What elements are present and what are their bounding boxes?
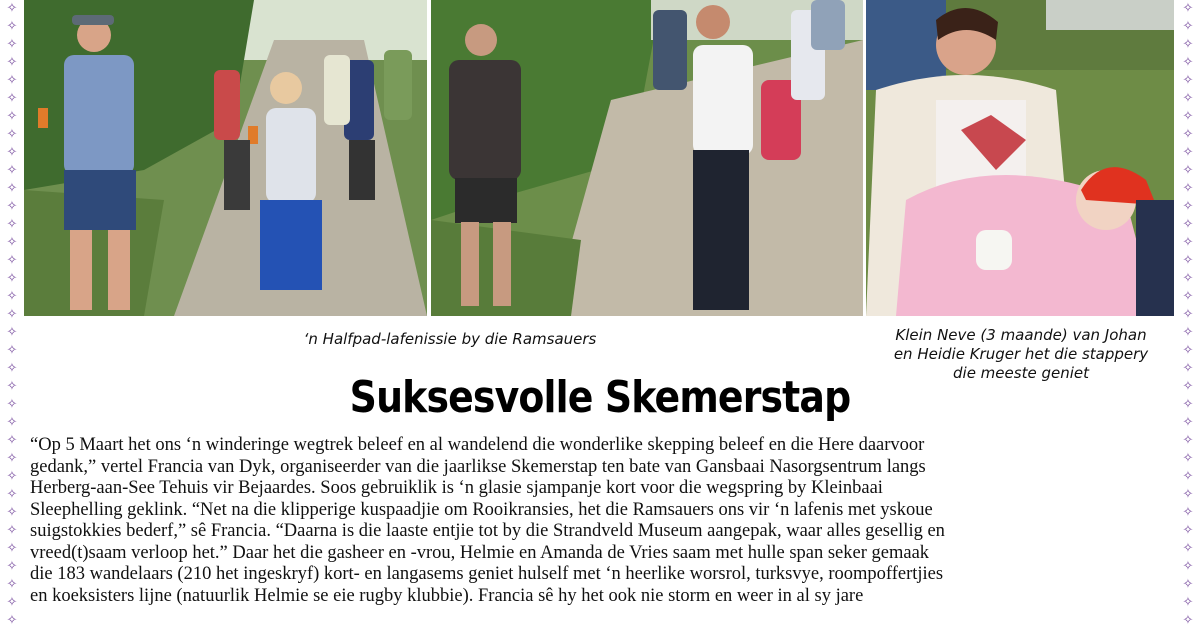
article-line: suigstokkies bederf,” sê Francia. “Daarna is die laaste entjie tot by die Strandveld Museum aangepak, waar alles gesellig en [30, 521, 945, 541]
border-glyph-icon: ✧ [1182, 343, 1194, 358]
border-glyph-icon: ✧ [6, 595, 18, 610]
border-glyph-icon: ✧ [1182, 91, 1194, 106]
border-glyph-icon: ✧ [6, 181, 18, 196]
photo-mother-baby [866, 0, 1174, 316]
border-glyph-icon: ✧ [1182, 379, 1194, 394]
border-glyph-icon: ✧ [6, 541, 18, 556]
border-glyph-icon: ✧ [6, 451, 18, 466]
border-glyph-icon: ✧ [6, 199, 18, 214]
photo-walkers-path [431, 0, 863, 316]
article-body [30, 435, 1172, 607]
border-glyph-icon: ✧ [6, 433, 18, 448]
article-line: vreed(t)saam verloop het.” Daar het die gasheer en -vrou, Helmie en Amanda de Vries saam met hulle span seker gemaak [30, 542, 930, 563]
caption-right-line: die meeste geniet [953, 364, 1089, 382]
border-glyph-icon: ✧ [6, 505, 18, 520]
border-glyph-icon: ✧ [6, 415, 18, 430]
border-glyph-icon: ✧ [1182, 433, 1194, 448]
border-glyph-icon: ✧ [6, 397, 18, 412]
border-glyph-icon: ✧ [6, 91, 18, 106]
border-glyph-icon: ✧ [6, 163, 18, 178]
border-glyph-icon: ✧ [6, 379, 18, 394]
border-glyph-icon: ✧ [1182, 289, 1194, 304]
border-glyph-icon: ✧ [6, 559, 18, 574]
caption-right-line: Klein Neve (3 maande) van Johan [895, 326, 1147, 344]
border-glyph-icon: ✧ [1182, 577, 1194, 592]
border-glyph-icon: ✧ [1182, 613, 1194, 628]
border-glyph-icon: ✧ [1182, 559, 1194, 574]
border-glyph-icon: ✧ [6, 613, 18, 628]
border-glyph-icon: ✧ [1182, 199, 1194, 214]
article-line: die 183 wandelaars (210 het ingeskryf) kort- en langasems geniet hulself met ‘n heerlike worsrol, turksvye, roompoffertjies [30, 564, 944, 584]
border-glyph-icon: ✧ [1182, 217, 1194, 232]
decorative-border-right [1178, 0, 1198, 630]
border-glyph-icon: ✧ [6, 361, 18, 376]
border-glyph-icon: ✧ [6, 109, 18, 124]
border-glyph-icon: ✧ [6, 19, 18, 34]
border-glyph-icon: ✧ [6, 343, 18, 358]
border-glyph-icon: ✧ [6, 577, 18, 592]
caption-right-line: en Heidie Kruger het die stappery [893, 345, 1149, 363]
border-glyph-icon: ✧ [1182, 595, 1194, 610]
border-glyph-icon: ✧ [6, 37, 18, 52]
border-glyph-icon: ✧ [6, 325, 18, 340]
article-line: en koeksisters lijne (natuurlik Helmie se eie rugby klubbie). Francia sê hy het ook nie storm en weer in al sy jare [30, 585, 864, 606]
border-glyph-icon: ✧ [6, 271, 18, 286]
article-line: Herberg-aan-See Tehuis vir Bejaardes. Soos gebruiklik is ‘n glasie sjampanje kort voor die wegspring by Kleinbaai [30, 478, 883, 498]
border-glyph-icon: ✧ [1182, 235, 1194, 250]
border-glyph-icon: ✧ [1182, 181, 1194, 196]
border-glyph-icon: ✧ [1182, 127, 1194, 142]
border-glyph-icon: ✧ [6, 469, 18, 484]
border-glyph-icon: ✧ [1182, 487, 1194, 502]
border-glyph-icon: ✧ [1182, 505, 1194, 520]
article-headline: Suksesvolle Skemerstap [349, 372, 851, 423]
caption-left: ‘n Halfpad-lafenissie by die Ramsauers [303, 330, 597, 348]
border-glyph-icon: ✧ [6, 73, 18, 88]
decorative-border-left [2, 0, 22, 630]
border-glyph-icon: ✧ [1182, 73, 1194, 88]
border-glyph-icon: ✧ [1182, 145, 1194, 160]
border-glyph-icon: ✧ [1182, 37, 1194, 52]
article-line: Sleephelling geklink. “Net na die klipperige kuspaadjie om Rooikransies, het die Ramsauers ons vir ‘n lafenis met yskoue [30, 499, 933, 520]
border-glyph-icon: ✧ [6, 127, 18, 142]
border-glyph-icon: ✧ [6, 55, 18, 70]
border-glyph-icon: ✧ [1182, 523, 1194, 538]
border-glyph-icon: ✧ [1182, 19, 1194, 34]
caption-right [868, 326, 1174, 383]
border-glyph-icon: ✧ [1182, 253, 1194, 268]
article-line: gedank,” vertel Francia van Dyk, organiseerder van die jaarlikse Skemerstap ten bate van Gansbaai Nasorgsentrum langs [30, 456, 926, 477]
border-glyph-icon: ✧ [1182, 55, 1194, 70]
border-glyph-icon: ✧ [1182, 541, 1194, 556]
border-glyph-icon: ✧ [1182, 271, 1194, 286]
border-glyph-icon: ✧ [6, 523, 18, 538]
border-glyph-icon: ✧ [6, 1, 18, 16]
border-glyph-icon: ✧ [1182, 451, 1194, 466]
border-glyph-icon: ✧ [6, 253, 18, 268]
border-glyph-icon: ✧ [6, 217, 18, 232]
border-glyph-icon: ✧ [6, 487, 18, 502]
article-line: “Op 5 Maart het ons ‘n winderinge wegtrek beleef en al wandelend die wonderlike skepping beleef en die Here daarvoor [30, 435, 925, 455]
border-glyph-icon: ✧ [1182, 397, 1194, 412]
border-glyph-icon: ✧ [1182, 163, 1194, 178]
border-glyph-icon: ✧ [1182, 325, 1194, 340]
border-glyph-icon: ✧ [1182, 469, 1194, 484]
border-glyph-icon: ✧ [6, 289, 18, 304]
border-glyph-icon: ✧ [1182, 415, 1194, 430]
photo-walkers-group [24, 0, 427, 316]
border-glyph-icon: ✧ [6, 235, 18, 250]
border-glyph-icon: ✧ [1182, 307, 1194, 322]
border-glyph-icon: ✧ [1182, 109, 1194, 124]
border-glyph-icon: ✧ [1182, 361, 1194, 376]
border-glyph-icon: ✧ [6, 145, 18, 160]
border-glyph-icon: ✧ [6, 307, 18, 322]
border-glyph-icon: ✧ [1182, 1, 1194, 16]
